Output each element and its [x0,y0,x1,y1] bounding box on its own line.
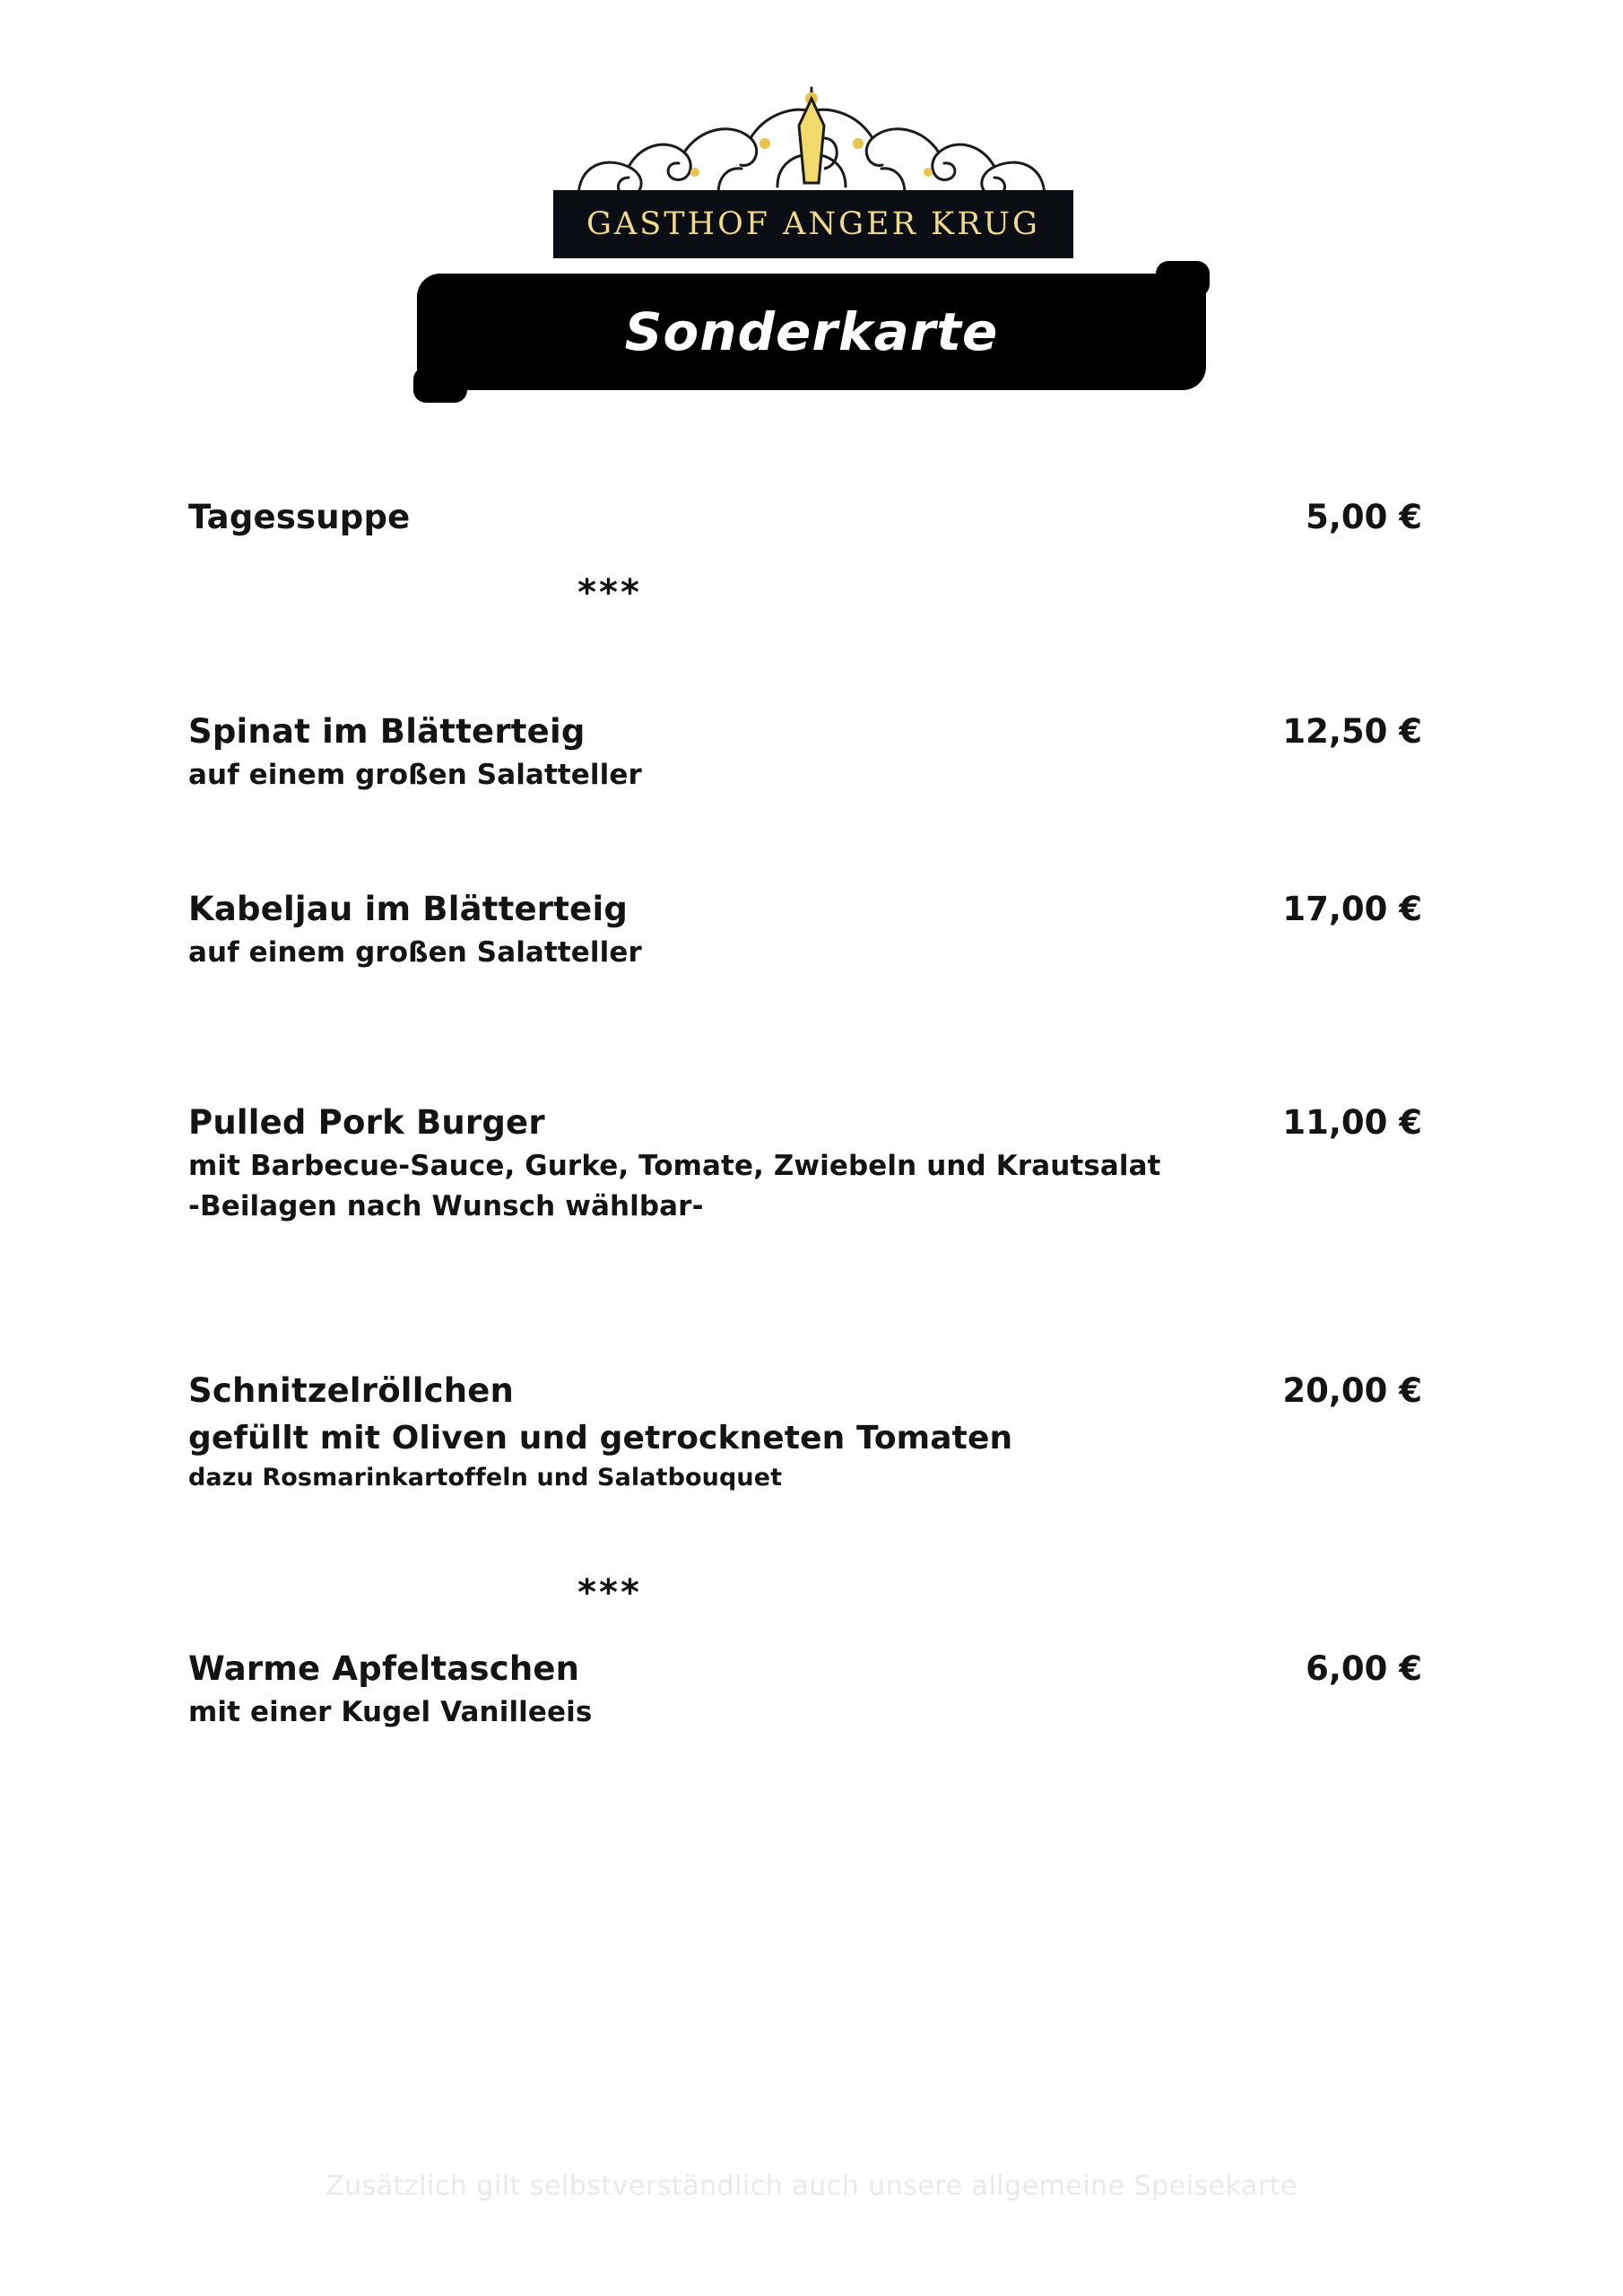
restaurant-logo [542,79,1081,258]
menu-item-header [188,1649,1435,1688]
menu-item-description: mit einer Kugel Vanilleeis [188,1696,593,1728]
menu-item-price: 6,00 € [1306,1649,1422,1688]
menu-item-header [188,890,1435,928]
menu-item-price: 20,00 € [1282,1371,1422,1410]
menu-item-description: mit Barbecue-Sauce, Gurke, Tomate, Zwiebeln und Krautsalat [188,1150,1161,1182]
ornamental-scrollwork-icon [542,79,1081,204]
menu-item [188,498,1435,536]
logo-plate [542,79,1081,258]
menu-item [188,1371,1435,1492]
menu-item-price: 5,00 € [1306,498,1422,536]
menu-item-header [188,1103,1435,1142]
menu-item-name: Kabeljau im Blätterteig [188,890,629,928]
menu-item-name: Schnitzelröllchen [188,1371,515,1410]
menu-item-name: Spinat im Blätterteig [188,712,586,751]
menu-item [188,1103,1435,1222]
page-title-banner [417,274,1206,390]
menu-item [188,890,1435,969]
menu-item-price: 11,00 € [1282,1103,1422,1142]
menu-item-note: dazu Rosmarinkartoffeln und Salatbouquet [188,1464,783,1492]
menu-item-price: 17,00 € [1282,890,1422,928]
section-separator: *** [577,1572,642,1613]
menu-item-price: 12,50 € [1282,712,1422,751]
menu-item-name: Warme Apfeltaschen [188,1649,580,1688]
menu-item-name: Pulled Pork Burger [188,1103,545,1142]
section-separator: *** [577,572,642,613]
menu-item-name: Tagessuppe [188,498,411,536]
menu-item-description: auf einem großen Salatteller [188,759,642,791]
menu-item-description: auf einem großen Salatteller [188,936,642,969]
menu-item-header [188,498,1435,536]
page-title: Sonderkarte [624,301,999,362]
menu-item [188,1649,1435,1728]
menu-item [188,712,1435,791]
footer-note: Zusätzlich gilt selbstverständlich auch unsere allgemeine Speisekarte [325,2170,1298,2202]
logo-nameplate [553,190,1073,258]
logo-brand-text: GASTHOF ANGER KRUG [586,206,1041,242]
menu-list [188,498,1435,1728]
menu-item-description: gefüllt mit Oliven und getrockneten Tomaten [188,1420,1013,1457]
menu-item-header [188,712,1435,751]
menu-item-note: -Beilagen nach Wunsch wählbar- [188,1190,704,1222]
menu-item-header [188,1371,1435,1410]
